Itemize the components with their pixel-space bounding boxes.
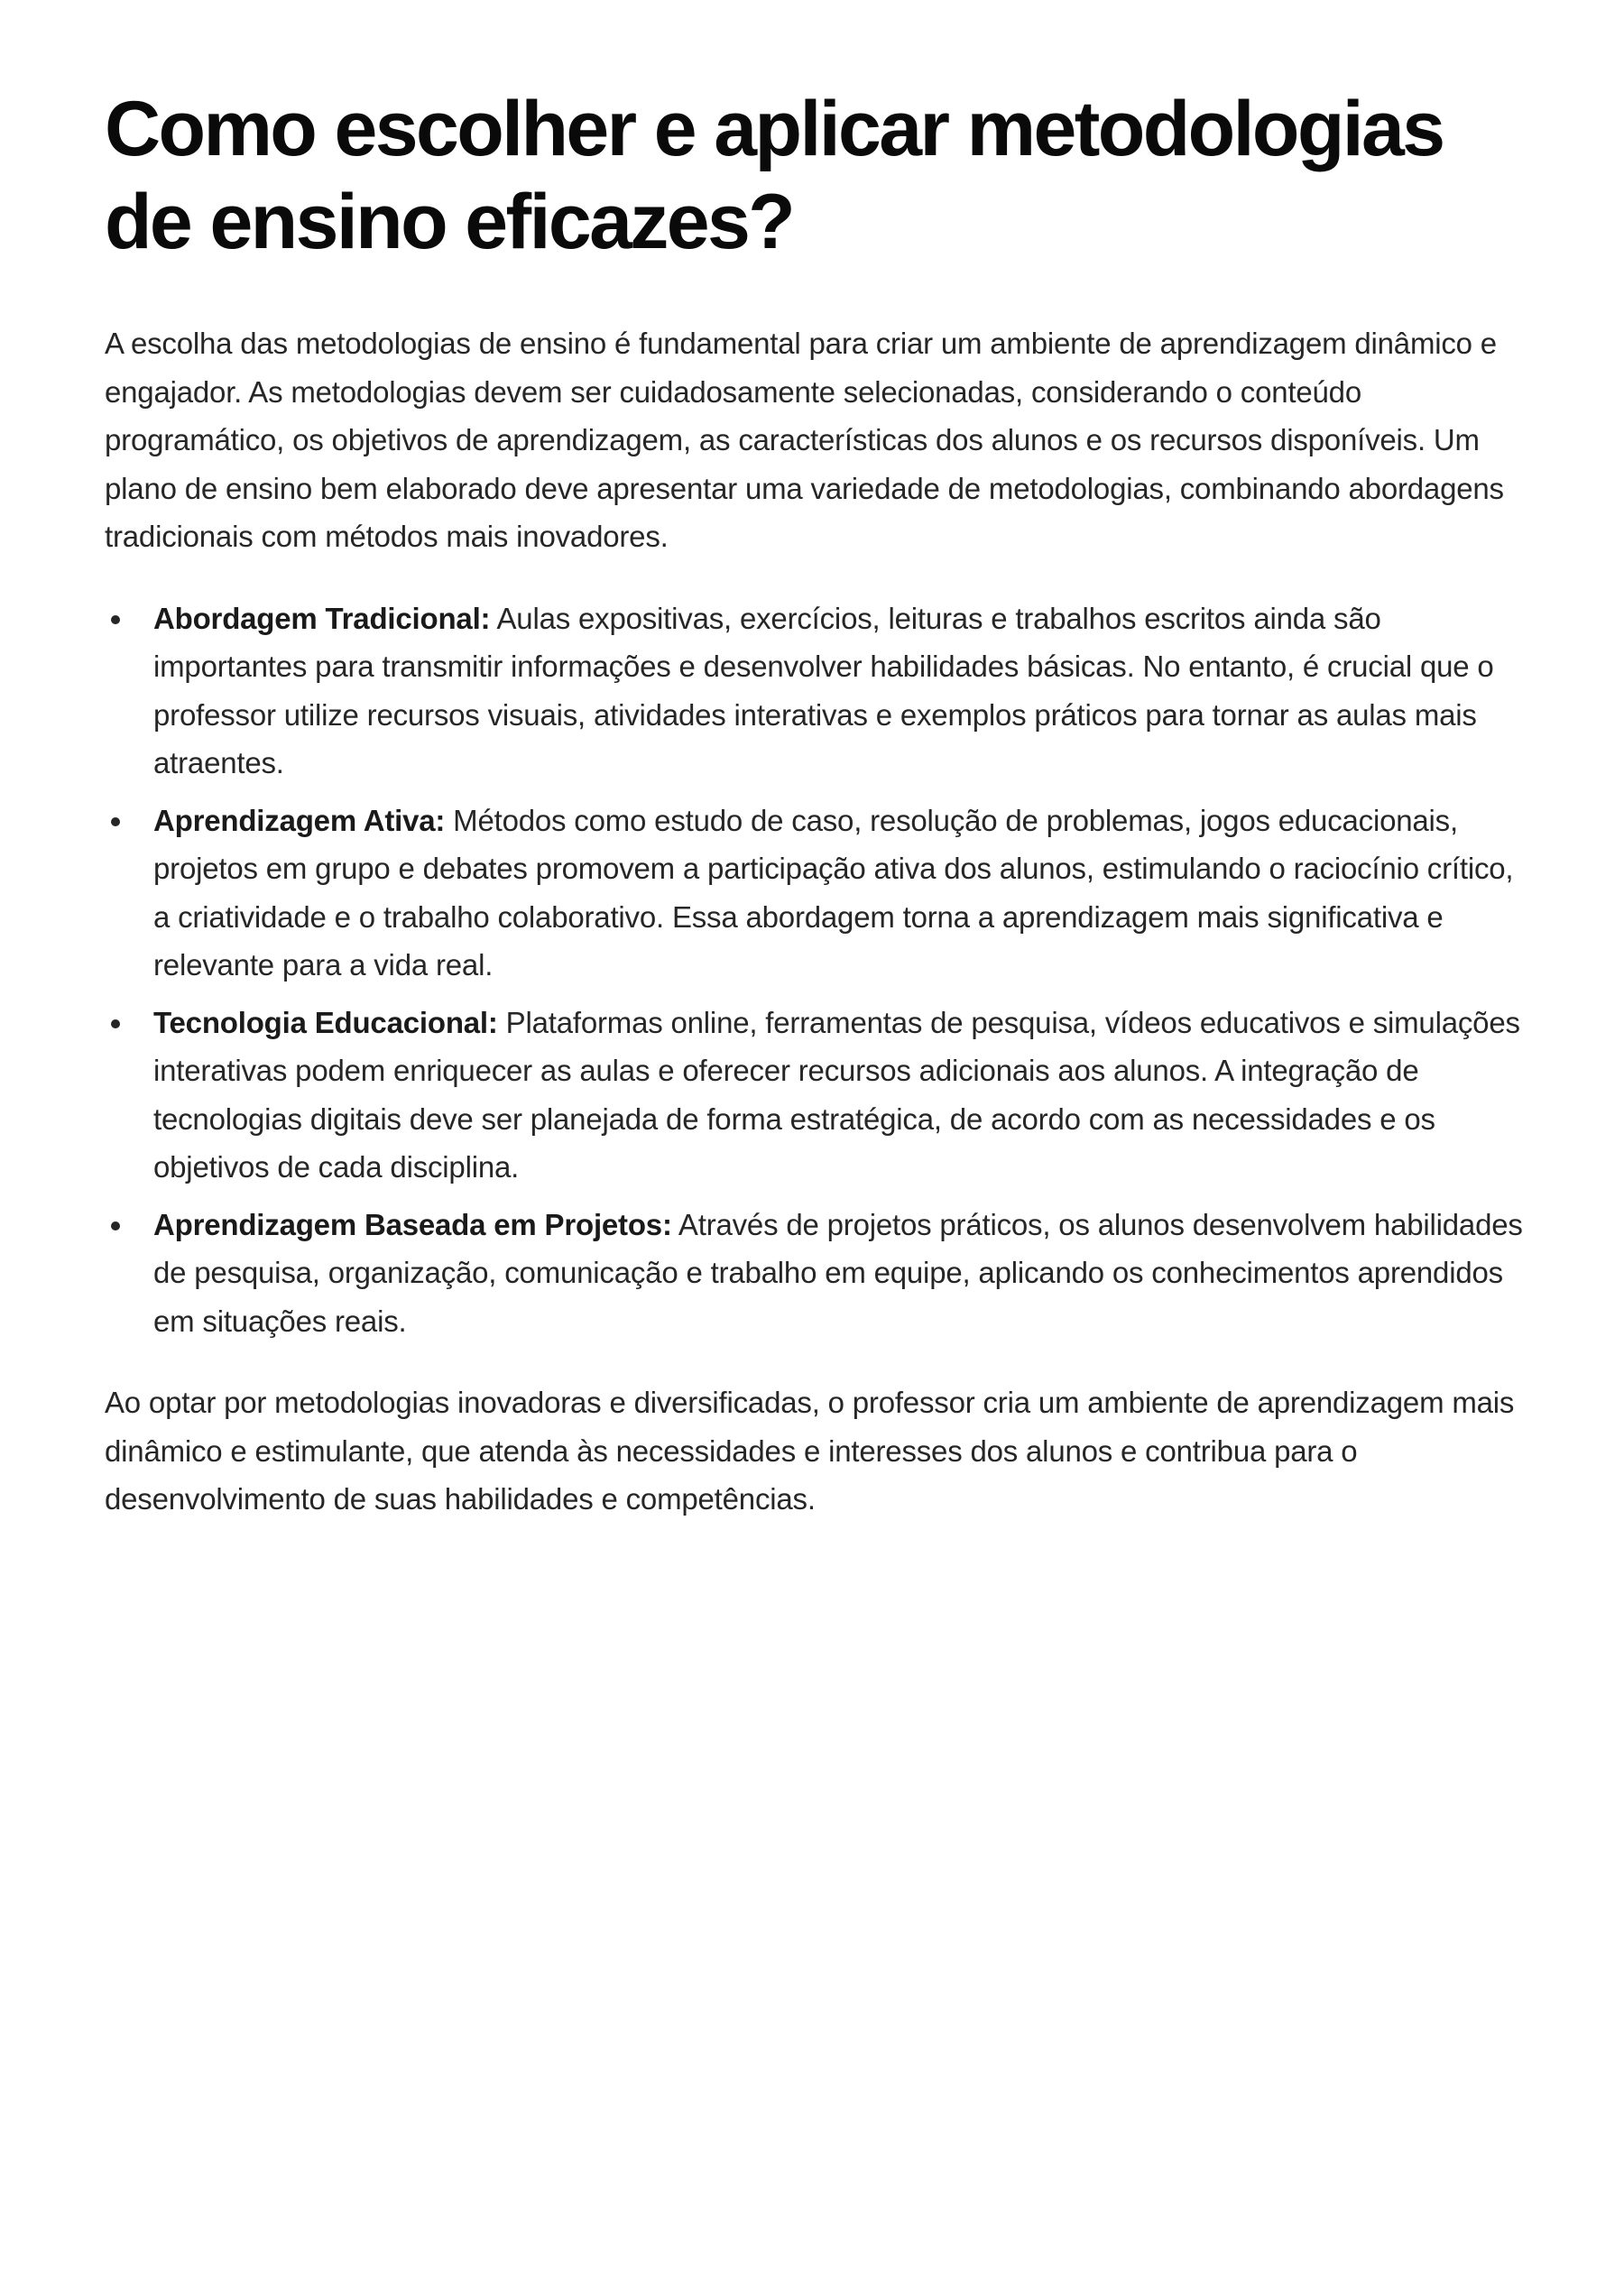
list-item-traditional — [105, 594, 1536, 788]
list-item-term: Tecnologia Educacional: — [153, 1005, 498, 1039]
list-item-term: Abordagem Tradicional: — [153, 601, 491, 635]
list-item-term: Aprendizagem Baseada em Projetos: — [153, 1207, 672, 1241]
list-item-text: Métodos como estudo de caso, resolução de problemas, jogos educacionais, projetos em grupo e debates promovem a participação ativa dos alunos, estimulando o raciocínio crítico, a criatividade e o trabalho colaborativo. Essa abordagem torna a aprendizagem mais significativa e relevante para a vida real. — [153, 803, 1514, 982]
list-item-project-based — [105, 1201, 1536, 1346]
page-title: Como escolher e aplicar metodologias de ensino eficazes? — [105, 86, 1444, 265]
list-item-text: Plataformas online, ferramentas de pesquisa, vídeos educativos e simulações interativas podem enriquecer as aulas e oferecer recursos adicionais aos alunos. A integração de tecnologias digitais deve ser planejada de forma estratégica, de acordo com as necessidades e os objetivos de cada disciplina. — [153, 1005, 1520, 1184]
intro-paragraph: A escolha das metodologias de ensino é fundamental para criar um ambiente de aprendizagem dinâmico e engajador. As metodologias devem ser cuidadosamente selecionadas, considerando o conteúdo programático, os objetivos de aprendizagem, as características dos alunos e os recursos disponíveis. Um plano de ensino bem elaborado deve apresentar uma variedade de metodologias, combinando abordagens tradicionais com métodos mais inovadores. — [105, 327, 1504, 553]
methodology-list — [105, 594, 1536, 1346]
list-item-educational-technology — [105, 999, 1536, 1192]
list-item-text: Através de projetos práticos, os alunos desenvolvem habilidades de pesquisa, organização, comunicação e trabalho em equipe, aplicando os conhecimentos aprendidos em situações reais. — [153, 1207, 1523, 1338]
list-item-text: Aulas expositivas, exercícios, leituras e trabalhos escritos ainda são importantes para transmitir informações e desenvolver habilidades básicas. No entanto, é crucial que o professor utilize recursos visuais, atividades interativas e exemplos práticos para tornar as aulas mais atraentes. — [153, 601, 1494, 779]
list-item-term: Aprendizagem Ativa: — [153, 803, 446, 837]
closing-paragraph: Ao optar por metodologias inovadoras e diversificadas, o professor cria um ambiente de aprendizagem mais dinâmico e estimulante, que atenda às necessidades e interesses dos alunos e contribua para o desenvolvimento de suas habilidades e competências. — [105, 1386, 1515, 1516]
document-page — [105, 83, 1536, 1524]
list-item-active-learning — [105, 797, 1536, 990]
